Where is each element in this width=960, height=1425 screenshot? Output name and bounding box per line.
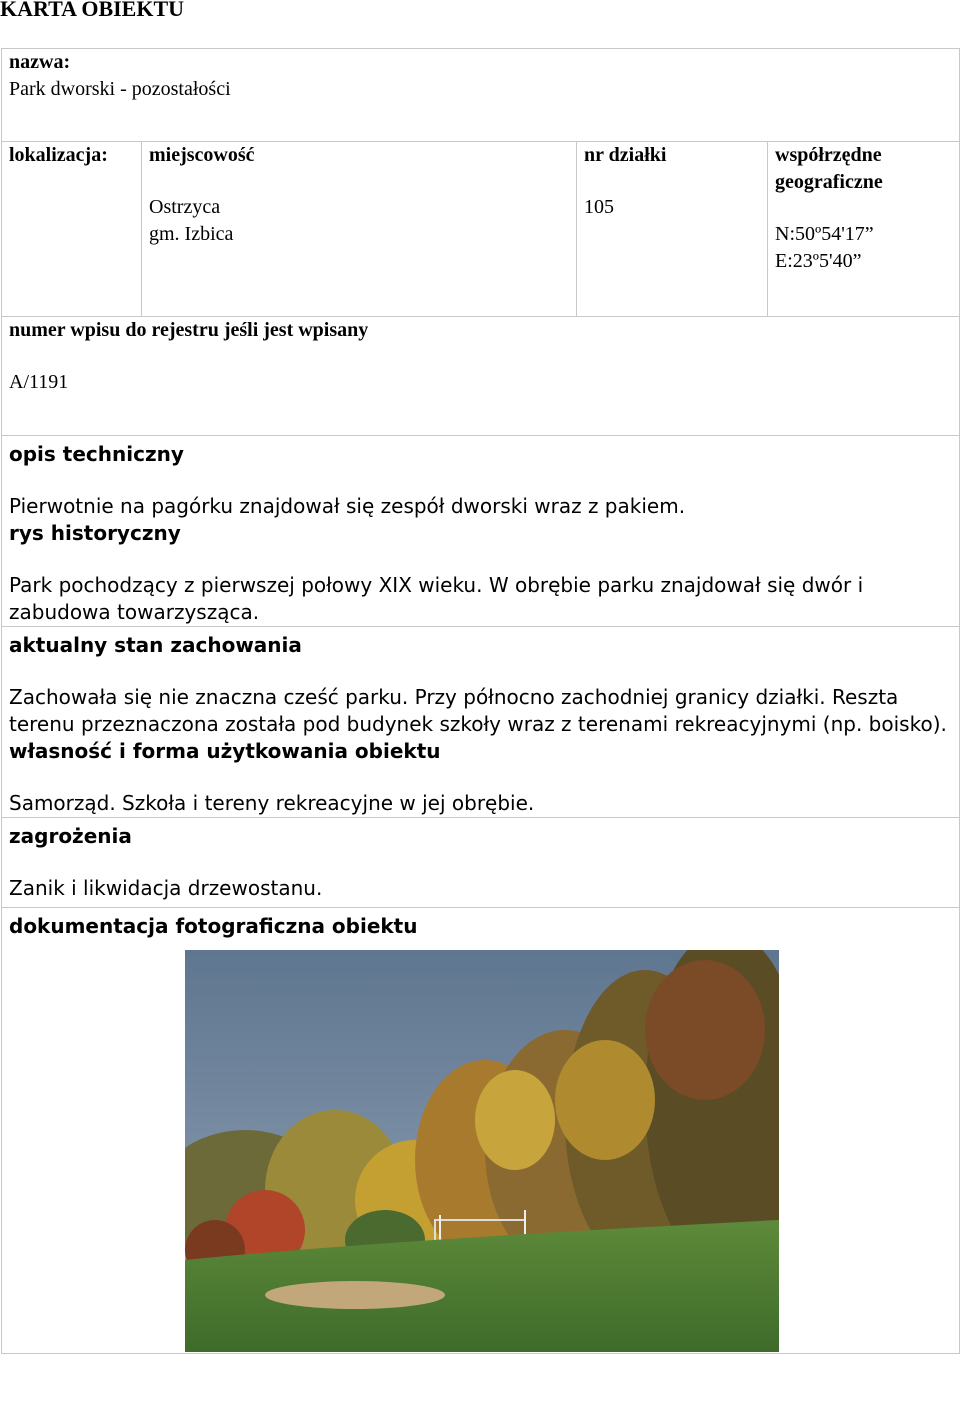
plot-cell <box>577 142 768 317</box>
condition-row <box>2 627 960 818</box>
park-photo-illustration <box>185 950 779 1352</box>
history-label: rys historyczny <box>9 521 181 545</box>
technical-cell <box>2 436 960 627</box>
town-label: miejscowość <box>149 144 255 166</box>
technical-label: opis techniczny <box>9 442 184 466</box>
registry-value: A/1191 <box>9 371 69 393</box>
photos-label: dokumentacja fotograficzna obiektu <box>9 914 418 938</box>
coords-label-line2: geograficzne <box>775 171 883 193</box>
threats-label: zagrożenia <box>9 824 132 848</box>
condition-cell <box>2 627 960 818</box>
condition-label: aktualny stan zachowania <box>9 633 302 657</box>
park-photo <box>185 950 779 1352</box>
town-line2: gm. Izbica <box>149 223 234 245</box>
photos-cell <box>2 908 960 1354</box>
object-card-table <box>1 48 960 1354</box>
town-line1: Ostrzyca <box>149 196 221 218</box>
registry-row <box>2 317 960 436</box>
coords-e: E:23º5'40” <box>775 250 862 272</box>
photos-row <box>2 908 960 1354</box>
registry-label: numer wpisu do rejestru jeśli jest wpisany <box>9 319 369 341</box>
threats-value: Zanik i likwidacja drzewostanu. <box>9 876 323 900</box>
location-row <box>2 142 960 317</box>
condition-value: Zachowała się nie znaczna cześć parku. Przy północno zachodniej granicy działki. Reszta terenu przeznaczona została pod budynek szkoły wraz z terenami rekreacyjnymi (np. boisko). <box>9 685 947 736</box>
name-label: nazwa: <box>9 51 71 73</box>
ownership-value: Samorząd. Szkoła i tereny rekreacyjne w jej obrębie. <box>9 791 535 815</box>
location-label: lokalizacja: <box>9 144 108 166</box>
technical-row <box>2 436 960 627</box>
coords-cell <box>768 142 960 317</box>
coords-n: N:50º54'17” <box>775 223 874 245</box>
coords-label-line1: współrzędne <box>775 144 882 166</box>
name-row <box>2 49 960 142</box>
technical-value: Pierwotnie na pagórku znajdował się zespół dworski wraz z pakiem. <box>9 494 686 518</box>
ownership-label: własność i forma użytkowania obiektu <box>9 739 441 763</box>
location-label-cell <box>2 142 142 317</box>
plot-label: nr działki <box>584 144 667 166</box>
plot-value: 105 <box>584 196 614 218</box>
document-title: KARTA OBIEKTU <box>0 0 185 21</box>
threats-cell <box>2 818 960 908</box>
town-cell <box>142 142 577 317</box>
threats-row <box>2 818 960 908</box>
name-cell <box>2 49 960 142</box>
name-value: Park dworski - pozostałości <box>9 78 231 100</box>
registry-cell <box>2 317 960 436</box>
history-value: Park pochodzący z pierwszej połowy XIX wieku. W obrębie parku znajdował się dwór i zabudowa towarzysząca. <box>9 573 864 624</box>
